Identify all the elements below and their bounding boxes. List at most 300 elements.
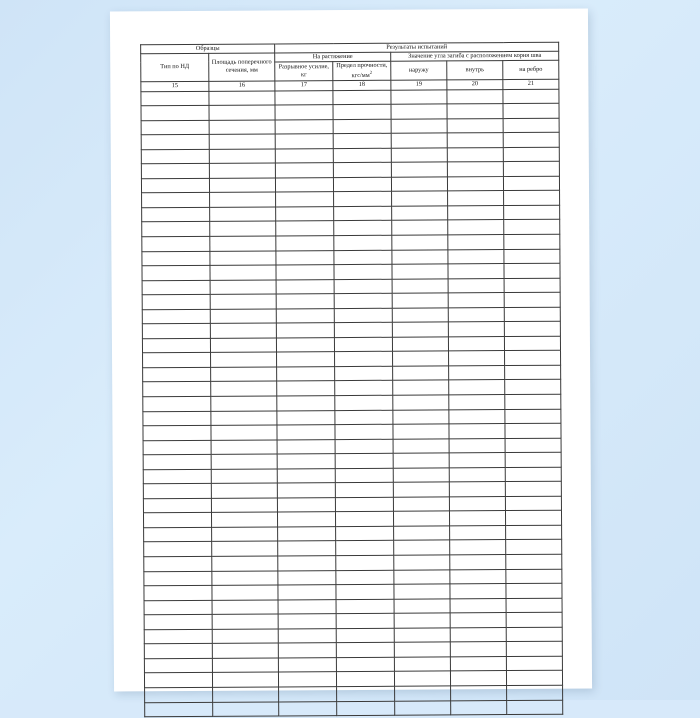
table-cell[interactable] <box>391 177 447 192</box>
table-cell[interactable] <box>394 613 450 628</box>
table-cell[interactable] <box>449 351 505 366</box>
table-cell[interactable] <box>449 380 505 395</box>
table-cell[interactable] <box>448 293 504 308</box>
table-cell[interactable] <box>278 643 336 658</box>
table-cell[interactable] <box>504 307 560 322</box>
table-cell[interactable] <box>448 191 504 206</box>
table-cell[interactable] <box>394 599 450 614</box>
table-cell[interactable] <box>141 120 209 135</box>
table-cell[interactable] <box>393 409 449 424</box>
table-cell[interactable] <box>394 671 450 686</box>
table-cell[interactable] <box>448 220 504 235</box>
table-cell[interactable] <box>334 308 392 323</box>
table-cell[interactable] <box>278 512 336 527</box>
table-cell[interactable] <box>277 352 335 367</box>
table-cell[interactable] <box>395 686 451 701</box>
table-cell[interactable] <box>333 163 391 178</box>
table-cell[interactable] <box>447 133 503 148</box>
table-cell[interactable] <box>392 279 448 294</box>
table-cell[interactable] <box>448 336 504 351</box>
table-cell[interactable] <box>276 207 334 222</box>
table-cell[interactable] <box>505 409 561 424</box>
table-cell[interactable] <box>141 149 209 164</box>
table-cell[interactable] <box>335 395 393 410</box>
table-cell[interactable] <box>503 147 559 162</box>
table-cell[interactable] <box>213 701 279 716</box>
table-cell[interactable] <box>506 627 562 642</box>
table-cell[interactable] <box>393 351 449 366</box>
table-cell[interactable] <box>336 657 394 672</box>
table-cell[interactable] <box>141 178 209 193</box>
table-cell[interactable] <box>276 337 334 352</box>
table-cell[interactable] <box>506 554 562 569</box>
table-cell[interactable] <box>394 642 450 657</box>
table-cell[interactable] <box>143 396 211 411</box>
table-cell[interactable] <box>212 614 278 629</box>
table-cell[interactable] <box>450 555 506 570</box>
table-cell[interactable] <box>391 104 447 119</box>
table-cell[interactable] <box>211 469 277 484</box>
table-cell[interactable] <box>503 161 559 176</box>
table-cell[interactable] <box>335 381 393 396</box>
table-cell[interactable] <box>393 482 449 497</box>
table-cell[interactable] <box>144 585 212 600</box>
table-cell[interactable] <box>394 584 450 599</box>
table-cell[interactable] <box>503 176 559 191</box>
table-cell[interactable] <box>211 396 277 411</box>
table-cell[interactable] <box>278 570 336 585</box>
table-cell[interactable] <box>392 191 448 206</box>
table-cell[interactable] <box>142 295 210 310</box>
table-cell[interactable] <box>392 235 448 250</box>
table-cell[interactable] <box>212 556 278 571</box>
table-cell[interactable] <box>142 324 210 339</box>
table-cell[interactable] <box>334 221 392 236</box>
table-cell[interactable] <box>210 280 276 295</box>
table-cell[interactable] <box>210 221 276 236</box>
table-cell[interactable] <box>211 425 277 440</box>
table-cell[interactable] <box>144 571 212 586</box>
table-cell[interactable] <box>334 279 392 294</box>
table-cell[interactable] <box>451 686 507 701</box>
table-cell[interactable] <box>209 134 275 149</box>
table-cell[interactable] <box>503 132 559 147</box>
table-cell[interactable] <box>450 656 506 671</box>
table-cell[interactable] <box>450 671 506 686</box>
table-cell[interactable] <box>210 192 276 207</box>
table-cell[interactable] <box>392 249 448 264</box>
table-cell[interactable] <box>506 583 562 598</box>
table-cell[interactable] <box>275 90 333 105</box>
table-cell[interactable] <box>449 482 505 497</box>
table-cell[interactable] <box>336 599 394 614</box>
table-cell[interactable] <box>393 468 449 483</box>
table-cell[interactable] <box>336 541 394 556</box>
table-cell[interactable] <box>141 91 209 106</box>
table-cell[interactable] <box>144 673 212 688</box>
table-cell[interactable] <box>504 292 560 307</box>
table-cell[interactable] <box>449 365 505 380</box>
table-cell[interactable] <box>447 118 503 133</box>
table-cell[interactable] <box>142 207 210 222</box>
table-cell[interactable] <box>392 220 448 235</box>
table-cell[interactable] <box>504 234 560 249</box>
table-cell[interactable] <box>333 148 391 163</box>
table-cell[interactable] <box>144 658 212 673</box>
table-cell[interactable] <box>277 468 335 483</box>
table-cell[interactable] <box>142 338 210 353</box>
table-cell[interactable] <box>278 657 336 672</box>
table-cell[interactable] <box>450 525 506 540</box>
table-cell[interactable] <box>337 686 395 701</box>
table-cell[interactable] <box>505 394 561 409</box>
table-cell[interactable] <box>506 569 562 584</box>
table-cell[interactable] <box>505 365 561 380</box>
table-cell[interactable] <box>447 104 503 119</box>
table-cell[interactable] <box>449 467 505 482</box>
table-cell[interactable] <box>392 293 448 308</box>
table-cell[interactable] <box>143 469 211 484</box>
table-cell[interactable] <box>450 627 506 642</box>
table-cell[interactable] <box>450 569 506 584</box>
table-cell[interactable] <box>142 193 210 208</box>
table-cell[interactable] <box>336 643 394 658</box>
table-cell[interactable] <box>334 235 392 250</box>
table-cell[interactable] <box>392 206 448 221</box>
table-cell[interactable] <box>209 149 275 164</box>
table-cell[interactable] <box>333 177 391 192</box>
table-cell[interactable] <box>391 133 447 148</box>
table-cell[interactable] <box>391 148 447 163</box>
table-cell[interactable] <box>392 308 448 323</box>
table-cell[interactable] <box>209 105 275 120</box>
table-cell[interactable] <box>504 263 560 278</box>
table-cell[interactable] <box>278 585 336 600</box>
table-cell[interactable] <box>451 700 507 715</box>
table-cell[interactable] <box>333 133 391 148</box>
table-cell[interactable] <box>145 687 213 702</box>
table-cell[interactable] <box>448 205 504 220</box>
table-cell[interactable] <box>450 540 506 555</box>
table-cell[interactable] <box>275 105 333 120</box>
table-cell[interactable] <box>210 338 276 353</box>
table-cell[interactable] <box>143 440 211 455</box>
table-cell[interactable] <box>504 205 560 220</box>
table-cell[interactable] <box>211 512 277 527</box>
table-cell[interactable] <box>142 236 210 251</box>
table-cell[interactable] <box>391 89 447 104</box>
table-cell[interactable] <box>334 206 392 221</box>
table-cell[interactable] <box>507 700 563 715</box>
table-cell[interactable] <box>210 309 276 324</box>
table-cell[interactable] <box>142 309 210 324</box>
table-cell[interactable] <box>503 103 559 118</box>
table-cell[interactable] <box>507 685 563 700</box>
table-cell[interactable] <box>333 104 391 119</box>
table-cell[interactable] <box>505 496 561 511</box>
table-cell[interactable] <box>450 598 506 613</box>
table-cell[interactable] <box>335 439 393 454</box>
table-cell[interactable] <box>276 279 334 294</box>
table-cell[interactable] <box>143 353 211 368</box>
table-cell[interactable] <box>336 672 394 687</box>
table-cell[interactable] <box>212 600 278 615</box>
table-cell[interactable] <box>276 221 334 236</box>
table-cell[interactable] <box>143 382 211 397</box>
table-cell[interactable] <box>335 453 393 468</box>
table-cell[interactable] <box>448 307 504 322</box>
table-cell[interactable] <box>277 454 335 469</box>
table-cell[interactable] <box>209 178 275 193</box>
table-cell[interactable] <box>392 322 448 337</box>
table-cell[interactable] <box>144 615 212 630</box>
table-cell[interactable] <box>336 584 394 599</box>
table-cell[interactable] <box>333 90 391 105</box>
table-cell[interactable] <box>448 235 504 250</box>
table-cell[interactable] <box>210 251 276 266</box>
table-cell[interactable] <box>212 629 278 644</box>
table-cell[interactable] <box>395 700 451 715</box>
table-cell[interactable] <box>278 599 336 614</box>
table-cell[interactable] <box>335 424 393 439</box>
table-cell[interactable] <box>277 439 335 454</box>
table-cell[interactable] <box>504 220 560 235</box>
table-cell[interactable] <box>277 367 335 382</box>
table-cell[interactable] <box>141 135 209 150</box>
table-cell[interactable] <box>275 177 333 192</box>
table-cell[interactable] <box>210 236 276 251</box>
table-cell[interactable] <box>448 249 504 264</box>
table-cell[interactable] <box>391 162 447 177</box>
table-cell[interactable] <box>335 497 393 512</box>
table-cell[interactable] <box>337 701 395 716</box>
table-cell[interactable] <box>142 280 210 295</box>
table-cell[interactable] <box>394 657 450 672</box>
table-cell[interactable] <box>506 642 562 657</box>
table-cell[interactable] <box>143 367 211 382</box>
table-cell[interactable] <box>142 265 210 280</box>
table-cell[interactable] <box>334 192 392 207</box>
table-cell[interactable] <box>393 453 449 468</box>
table-cell[interactable] <box>144 629 212 644</box>
table-cell[interactable] <box>275 163 333 178</box>
table-cell[interactable] <box>336 526 394 541</box>
table-cell[interactable] <box>277 396 335 411</box>
table-cell[interactable] <box>449 409 505 424</box>
table-cell[interactable] <box>143 425 211 440</box>
table-cell[interactable] <box>211 367 277 382</box>
table-cell[interactable] <box>336 613 394 628</box>
table-cell[interactable] <box>209 163 275 178</box>
table-cell[interactable] <box>212 541 278 556</box>
table-cell[interactable] <box>392 264 448 279</box>
table-cell[interactable] <box>394 526 450 541</box>
table-cell[interactable] <box>277 425 335 440</box>
table-cell[interactable] <box>279 687 337 702</box>
table-cell[interactable] <box>210 265 276 280</box>
table-cell[interactable] <box>334 250 392 265</box>
table-cell[interactable] <box>209 120 275 135</box>
table-cell[interactable] <box>334 323 392 338</box>
table-cell[interactable] <box>393 366 449 381</box>
table-cell[interactable] <box>393 424 449 439</box>
table-cell[interactable] <box>392 337 448 352</box>
table-cell[interactable] <box>449 424 505 439</box>
table-cell[interactable] <box>450 642 506 657</box>
table-cell[interactable] <box>504 336 560 351</box>
table-cell[interactable] <box>447 147 503 162</box>
table-cell[interactable] <box>393 380 449 395</box>
table-cell[interactable] <box>144 556 212 571</box>
table-cell[interactable] <box>275 119 333 134</box>
table-cell[interactable] <box>276 236 334 251</box>
table-cell[interactable] <box>394 540 450 555</box>
table-cell[interactable] <box>212 527 278 542</box>
table-cell[interactable] <box>211 440 277 455</box>
table-cell[interactable] <box>394 569 450 584</box>
table-cell[interactable] <box>276 294 334 309</box>
table-cell[interactable] <box>506 525 562 540</box>
table-cell[interactable] <box>278 541 336 556</box>
table-cell[interactable] <box>506 540 562 555</box>
table-cell[interactable] <box>336 555 394 570</box>
table-cell[interactable] <box>279 701 337 716</box>
table-cell[interactable] <box>448 264 504 279</box>
table-cell[interactable] <box>335 410 393 425</box>
table-cell[interactable] <box>334 264 392 279</box>
table-cell[interactable] <box>505 467 561 482</box>
table-cell[interactable] <box>449 438 505 453</box>
table-cell[interactable] <box>211 411 277 426</box>
table-cell[interactable] <box>506 598 562 613</box>
table-cell[interactable] <box>450 584 506 599</box>
table-cell[interactable] <box>448 322 504 337</box>
table-cell[interactable] <box>143 411 211 426</box>
table-cell[interactable] <box>278 527 336 542</box>
table-cell[interactable] <box>276 265 334 280</box>
table-cell[interactable] <box>506 612 562 627</box>
table-cell[interactable] <box>209 90 275 105</box>
table-cell[interactable] <box>506 671 562 686</box>
table-cell[interactable] <box>210 323 276 338</box>
table-cell[interactable] <box>278 556 336 571</box>
table-cell[interactable] <box>506 511 562 526</box>
table-cell[interactable] <box>449 395 505 410</box>
table-cell[interactable] <box>143 498 211 513</box>
table-cell[interactable] <box>505 482 561 497</box>
table-cell[interactable] <box>394 628 450 643</box>
table-cell[interactable] <box>277 483 335 498</box>
table-cell[interactable] <box>505 452 561 467</box>
table-cell[interactable] <box>211 381 277 396</box>
table-cell[interactable] <box>143 455 211 470</box>
table-cell[interactable] <box>141 105 209 120</box>
table-cell[interactable] <box>503 118 559 133</box>
table-cell[interactable] <box>211 483 277 498</box>
table-cell[interactable] <box>447 162 503 177</box>
table-cell[interactable] <box>506 656 562 671</box>
table-cell[interactable] <box>335 366 393 381</box>
table-cell[interactable] <box>144 542 212 557</box>
table-cell[interactable] <box>393 439 449 454</box>
table-cell[interactable] <box>276 323 334 338</box>
table-cell[interactable] <box>505 423 561 438</box>
table-cell[interactable] <box>211 498 277 513</box>
table-cell[interactable] <box>276 250 334 265</box>
table-cell[interactable] <box>503 89 559 104</box>
table-cell[interactable] <box>448 278 504 293</box>
table-cell[interactable] <box>393 395 449 410</box>
table-cell[interactable] <box>276 192 334 207</box>
table-cell[interactable] <box>336 628 394 643</box>
table-cell[interactable] <box>211 454 277 469</box>
table-cell[interactable] <box>394 511 450 526</box>
table-cell[interactable] <box>276 308 334 323</box>
table-cell[interactable] <box>210 207 276 222</box>
table-cell[interactable] <box>505 351 561 366</box>
table-cell[interactable] <box>391 119 447 134</box>
table-cell[interactable] <box>449 496 505 511</box>
table-cell[interactable] <box>334 337 392 352</box>
table-cell[interactable] <box>504 249 560 264</box>
table-cell[interactable] <box>278 672 336 687</box>
table-cell[interactable] <box>278 628 336 643</box>
table-cell[interactable] <box>210 294 276 309</box>
table-cell[interactable] <box>212 571 278 586</box>
table-cell[interactable] <box>212 643 278 658</box>
table-cell[interactable] <box>277 381 335 396</box>
table-cell[interactable] <box>275 134 333 149</box>
table-cell[interactable] <box>143 513 211 528</box>
table-cell[interactable] <box>335 483 393 498</box>
table-row[interactable] <box>145 700 563 717</box>
table-cell[interactable] <box>505 438 561 453</box>
table-cell[interactable] <box>211 352 277 367</box>
table-cell[interactable] <box>393 497 449 512</box>
table-cell[interactable] <box>145 702 213 717</box>
table-cell[interactable] <box>142 251 210 266</box>
table-cell[interactable] <box>212 585 278 600</box>
table-cell[interactable] <box>277 497 335 512</box>
table-cell[interactable] <box>275 148 333 163</box>
table-cell[interactable] <box>336 512 394 527</box>
table-cell[interactable] <box>504 322 560 337</box>
table-cell[interactable] <box>142 222 210 237</box>
table-cell[interactable] <box>335 352 393 367</box>
table-cell[interactable] <box>447 176 503 191</box>
table-cell[interactable] <box>334 293 392 308</box>
table-cell[interactable] <box>335 468 393 483</box>
table-cell[interactable] <box>144 600 212 615</box>
table-cell[interactable] <box>212 672 278 687</box>
table-cell[interactable] <box>277 410 335 425</box>
table-cell[interactable] <box>450 511 506 526</box>
table-cell[interactable] <box>144 527 212 542</box>
table-cell[interactable] <box>450 613 506 628</box>
table-cell[interactable] <box>504 278 560 293</box>
table-cell[interactable] <box>505 380 561 395</box>
table-cell[interactable] <box>144 644 212 659</box>
table-cell[interactable] <box>447 89 503 104</box>
table-cell[interactable] <box>212 658 278 673</box>
table-cell[interactable] <box>333 119 391 134</box>
table-cell[interactable] <box>141 164 209 179</box>
table-cell[interactable] <box>336 570 394 585</box>
table-cell[interactable] <box>504 191 560 206</box>
table-cell[interactable] <box>143 484 211 499</box>
table-cell[interactable] <box>278 614 336 629</box>
table-cell[interactable] <box>394 555 450 570</box>
